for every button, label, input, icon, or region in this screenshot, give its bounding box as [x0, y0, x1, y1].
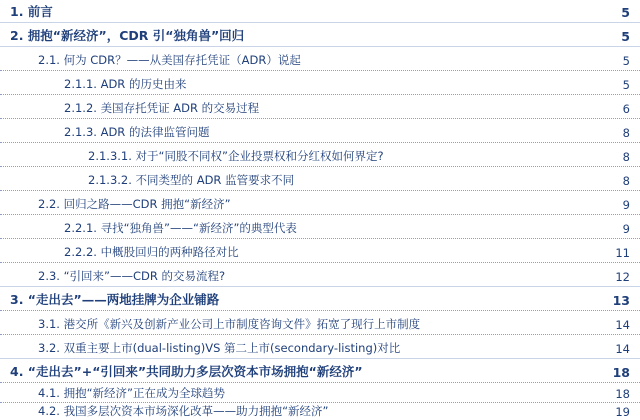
toc-divider [0, 214, 640, 215]
toc-entry-title: 2.1.3.1. 对于“同股不同权”企业投票权和分红权如何界定? [88, 149, 384, 163]
toc-entry-page: 18 [615, 387, 630, 401]
toc-entry[interactable] [0, 290, 640, 308]
toc-divider [0, 166, 640, 167]
toc-divider [0, 70, 640, 71]
toc-entry[interactable] [0, 242, 640, 260]
toc-entry-title: 2.1.1. ADR 的历史由来 [64, 77, 187, 91]
toc-entry-title: 3.1. 港交所《新兴及创新产业公司上市制度咨询文件》拓宽了现行上市制度 [38, 317, 421, 331]
toc-entry-title: 2.1.2. 美国存托凭证 ADR 的交易过程 [64, 101, 260, 115]
toc-entry[interactable] [0, 194, 640, 212]
toc-entry-page: 6 [622, 102, 630, 116]
toc-entry-title: 3. “走出去”——两地挂牌为企业铺路 [10, 292, 220, 307]
toc-entry-title: 2.1. 何为 CDR？——从美国存托凭证（ADR）说起 [38, 53, 301, 67]
toc-entry[interactable] [0, 170, 640, 188]
toc-entry-title: 2. 拥抱“新经济”，CDR 引“独角兽”回归 [10, 28, 245, 43]
toc-entry-page: 11 [615, 246, 630, 260]
toc-entry-page: 5 [622, 78, 630, 92]
toc-entry-title: 2.2.1. 寻找“独角兽”——“新经济”的典型代表 [64, 221, 297, 235]
toc-entry-page: 5 [622, 54, 630, 68]
toc-entry-page: 18 [612, 365, 630, 380]
toc-entry-page: 8 [622, 150, 630, 164]
toc-entry-page: 14 [615, 318, 630, 332]
toc-entry-title: 1. 前言 [10, 4, 53, 19]
toc-entry[interactable] [0, 402, 640, 419]
toc-entry[interactable] [0, 384, 640, 401]
toc-entry-page: 5 [621, 5, 630, 20]
toc-entry[interactable] [0, 146, 640, 164]
toc-entry-title: 4.2. 我国多层次资本市场深化改革——助力拥抱“新经济” [38, 404, 329, 418]
toc-divider [0, 190, 640, 191]
toc-entry-page: 19 [615, 405, 630, 419]
toc-entry-page: 13 [612, 293, 630, 308]
toc-entry[interactable] [0, 338, 640, 356]
toc-entry[interactable] [0, 218, 640, 236]
toc-divider [0, 46, 640, 47]
toc-divider [0, 262, 640, 263]
toc-entry-page: 9 [622, 198, 630, 212]
toc-entry-title: 4.1. 拥抱“新经济”正在成为全球趋势 [38, 386, 226, 400]
toc-entry-page: 12 [615, 270, 630, 284]
toc-entry-title: 2.2.2. 中概股回归的两种路径对比 [64, 245, 239, 259]
toc-entry[interactable] [0, 50, 640, 68]
toc-entry[interactable] [0, 26, 640, 44]
toc-divider [0, 142, 640, 143]
toc-divider [0, 358, 640, 359]
toc-entry[interactable] [0, 122, 640, 140]
toc-entry-page: 9 [622, 222, 630, 236]
toc-divider [0, 286, 640, 287]
toc-entry-title: 2.2. 回归之路——CDR 拥抱“新经济” [38, 197, 231, 211]
toc-entry-page: 8 [622, 174, 630, 188]
toc-divider [0, 238, 640, 239]
toc-entry-title: 3.2. 双重主要上市(dual-listing)VS 第二上市(secondary-listing)对比 [38, 341, 401, 355]
toc-entry-page: 8 [622, 126, 630, 140]
toc-entry-page: 14 [615, 342, 630, 356]
toc-divider [0, 334, 640, 335]
toc-entry[interactable] [0, 314, 640, 332]
toc-entry[interactable] [0, 362, 640, 380]
toc-entry-page: 5 [621, 29, 630, 44]
toc-entry-title: 2.1.3. ADR 的法律监管问题 [64, 125, 210, 139]
toc-divider [0, 310, 640, 311]
toc-divider [0, 118, 640, 119]
toc-entry[interactable] [0, 266, 640, 284]
toc-divider [0, 94, 640, 95]
toc-entry-title: 4. “走出去”+“引回来”共同助力多层次资本市场拥抱“新经济” [10, 364, 363, 379]
toc-entry[interactable] [0, 98, 640, 116]
toc-divider [0, 382, 640, 383]
toc-divider [0, 22, 640, 23]
toc-entry-title: 2.1.3.2. 不同类型的 ADR 监管要求不同 [88, 173, 295, 187]
toc-entry[interactable] [0, 2, 640, 20]
toc-entry-title: 2.3. “引回来”——CDR 的交易流程? [38, 269, 226, 283]
toc-entry[interactable] [0, 74, 640, 92]
